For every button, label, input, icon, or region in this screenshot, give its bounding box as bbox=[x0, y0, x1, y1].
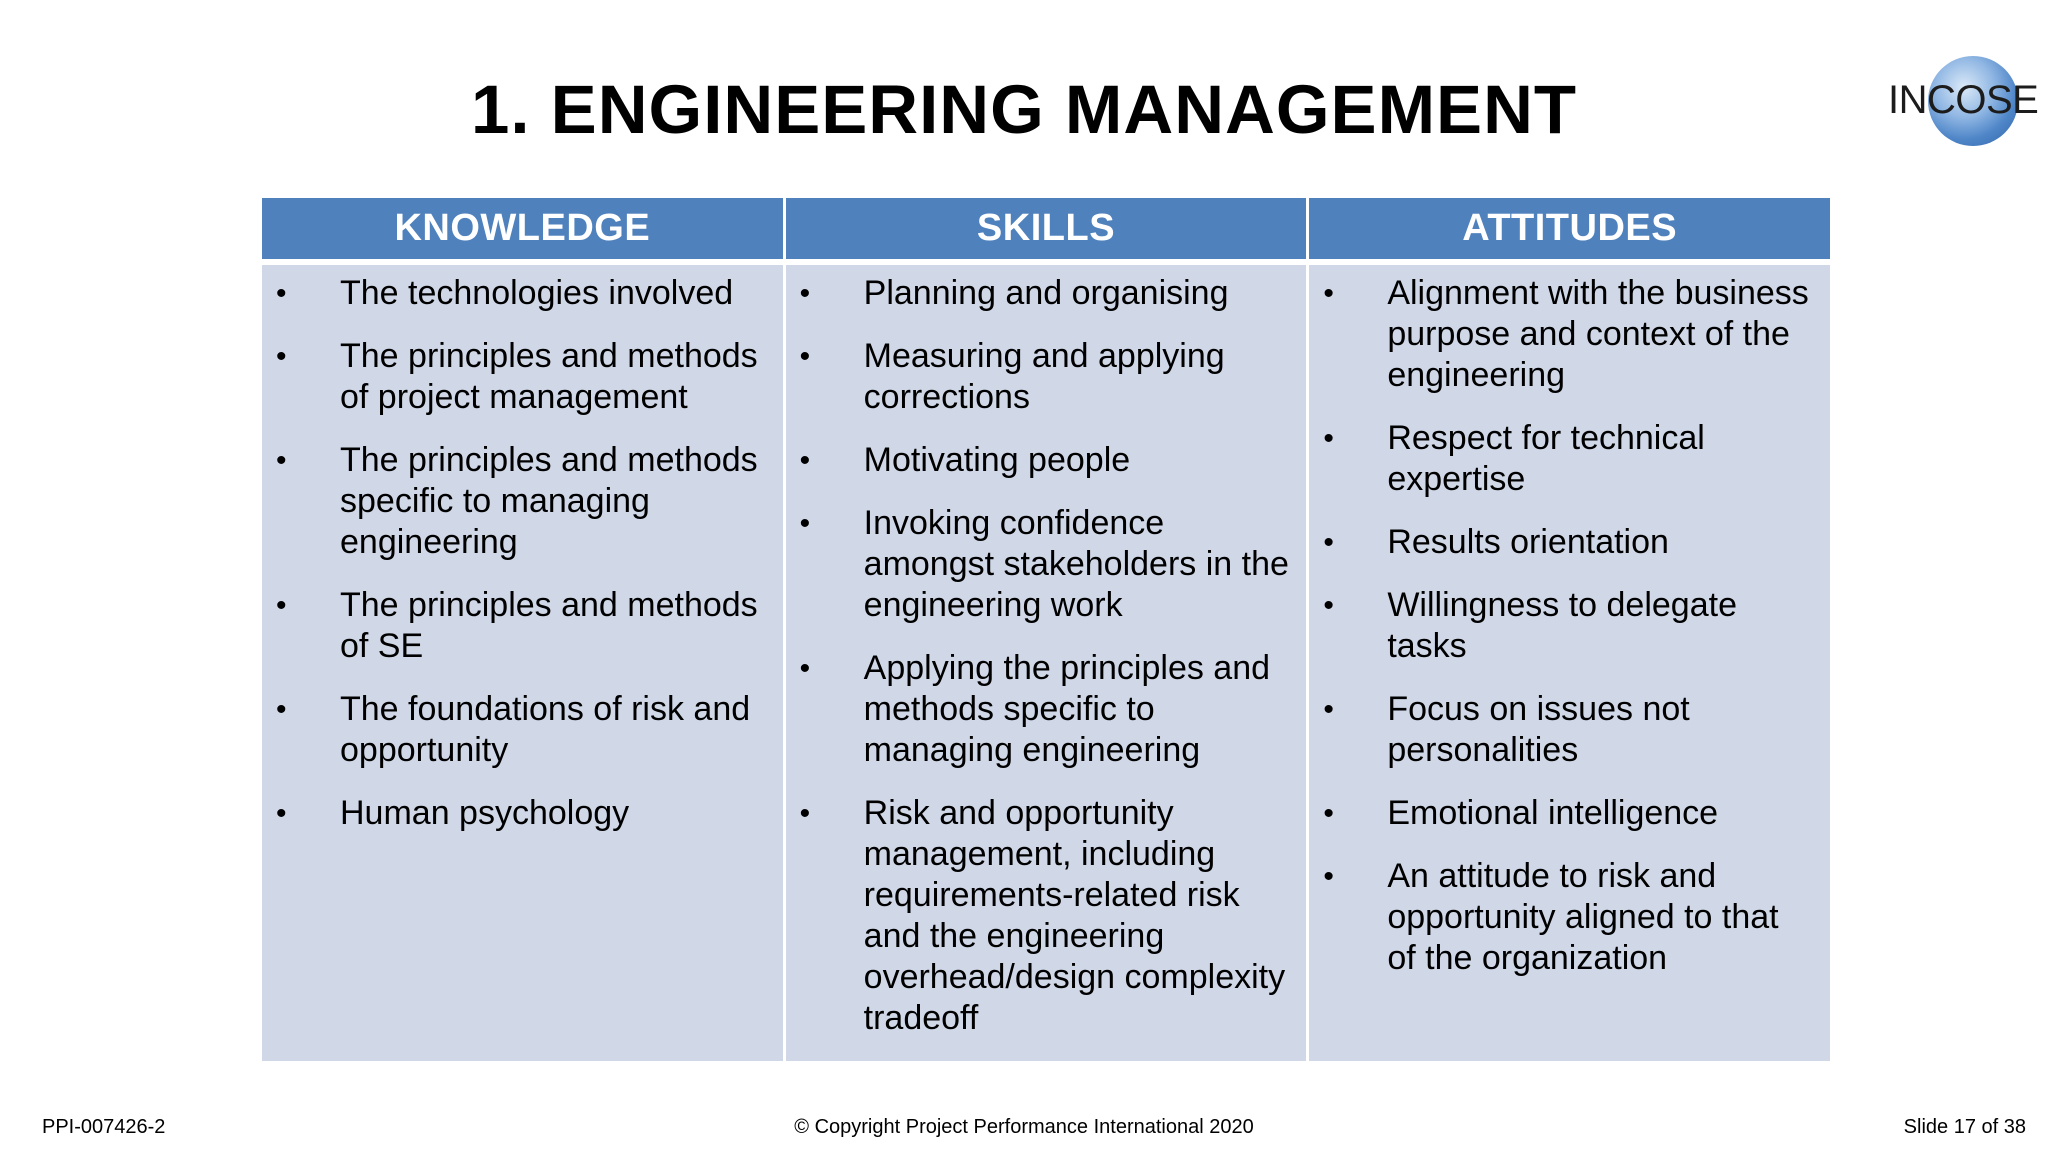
list-item bbox=[1309, 418, 1830, 500]
incose-logo bbox=[1880, 52, 2039, 152]
bullet-icon: • bbox=[799, 507, 811, 540]
list-item bbox=[262, 689, 783, 771]
list-item-text: An attitude to risk and opportunity aligned to that of the organization bbox=[1387, 857, 1779, 977]
list-item bbox=[1309, 585, 1830, 667]
bullet-icon: • bbox=[1323, 422, 1334, 455]
bullet-icon: • bbox=[276, 340, 287, 373]
list-item-text: Respect for technical expertise bbox=[1387, 419, 1705, 498]
copyright-notice: © Copyright Project Performance International 2020 bbox=[794, 1116, 1254, 1138]
skills-column bbox=[786, 265, 1307, 1061]
bullet-icon: • bbox=[799, 444, 811, 477]
bullet-icon: • bbox=[276, 693, 287, 726]
list-item bbox=[1309, 273, 1830, 396]
knowledge-header: KNOWLEDGE bbox=[262, 198, 783, 259]
bullet-icon: • bbox=[1323, 797, 1334, 830]
list-item-text: The technologies involved bbox=[340, 274, 734, 312]
skills-header: SKILLS bbox=[786, 198, 1307, 259]
bullet-icon: • bbox=[1323, 526, 1334, 559]
list-item bbox=[262, 585, 783, 667]
list-item-text: Measuring and applying corrections bbox=[863, 337, 1225, 416]
list-item bbox=[262, 273, 783, 314]
attitudes-column bbox=[1309, 265, 1830, 1061]
list-item-text: Motivating people bbox=[863, 441, 1131, 479]
list-item bbox=[262, 336, 783, 418]
list-item-text: Planning and organising bbox=[863, 274, 1229, 312]
list-item-text: Invoking confidence amongst stakeholders in the engineering work bbox=[863, 504, 1289, 624]
list-item-text: The principles and methods specific to managing engineering bbox=[340, 441, 758, 561]
list-item-text: Human psychology bbox=[340, 794, 630, 832]
list-item bbox=[786, 336, 1307, 418]
competency-table bbox=[262, 198, 1830, 1050]
bullet-icon: • bbox=[1323, 277, 1334, 310]
skills-list bbox=[786, 273, 1307, 1039]
list-item bbox=[786, 793, 1307, 1039]
bullet-icon: • bbox=[799, 277, 811, 310]
list-item bbox=[786, 648, 1307, 771]
list-item bbox=[1309, 689, 1830, 771]
list-item-text: Alignment with the business purpose and context of the engineering bbox=[1387, 274, 1809, 394]
list-item bbox=[786, 273, 1307, 314]
list-item bbox=[1309, 522, 1830, 563]
document-id: PPI-007426-2 bbox=[42, 1116, 166, 1138]
bullet-icon: • bbox=[276, 444, 287, 477]
list-item-text: Emotional intelligence bbox=[1387, 794, 1719, 832]
attitudes-list bbox=[1309, 273, 1830, 979]
bullet-icon: • bbox=[276, 797, 287, 830]
bullet-icon: • bbox=[799, 340, 811, 373]
list-item bbox=[786, 503, 1307, 626]
bullet-icon: • bbox=[1323, 589, 1334, 622]
list-item-text: The foundations of risk and opportunity bbox=[340, 690, 751, 769]
list-item bbox=[262, 793, 783, 834]
list-item bbox=[262, 440, 783, 563]
bullet-icon: • bbox=[1323, 693, 1334, 726]
slide-number: Slide 17 of 38 bbox=[1903, 1116, 2026, 1138]
list-item-text: Risk and opportunity management, including requirements-related risk and the engineering overhead/design complexity tradeoff bbox=[863, 794, 1286, 1037]
list-item-text: Applying the principles and methods specific to managing engineering bbox=[863, 649, 1271, 769]
logo-text: INCOSE bbox=[1888, 78, 2039, 122]
slide-title: 1. ENGINEERING MANAGEMENT bbox=[470, 71, 1578, 148]
knowledge-column bbox=[262, 265, 783, 1061]
list-item-text: Results orientation bbox=[1387, 523, 1669, 561]
knowledge-list bbox=[262, 273, 783, 834]
bullet-icon: • bbox=[1323, 860, 1334, 893]
list-item-text: Focus on issues not personalities bbox=[1387, 690, 1690, 769]
bullet-icon: • bbox=[799, 652, 811, 685]
bullet-icon: • bbox=[799, 797, 811, 830]
list-item-text: Willingness to delegate tasks bbox=[1387, 586, 1737, 665]
list-item-text: The principles and methods of SE bbox=[340, 586, 758, 665]
list-item bbox=[1309, 793, 1830, 834]
list-item bbox=[1309, 856, 1830, 979]
attitudes-header: ATTITUDES bbox=[1309, 198, 1830, 259]
bullet-icon: • bbox=[276, 277, 287, 310]
list-item bbox=[786, 440, 1307, 481]
bullet-icon: • bbox=[276, 589, 287, 622]
list-item-text: The principles and methods of project management bbox=[340, 337, 758, 416]
